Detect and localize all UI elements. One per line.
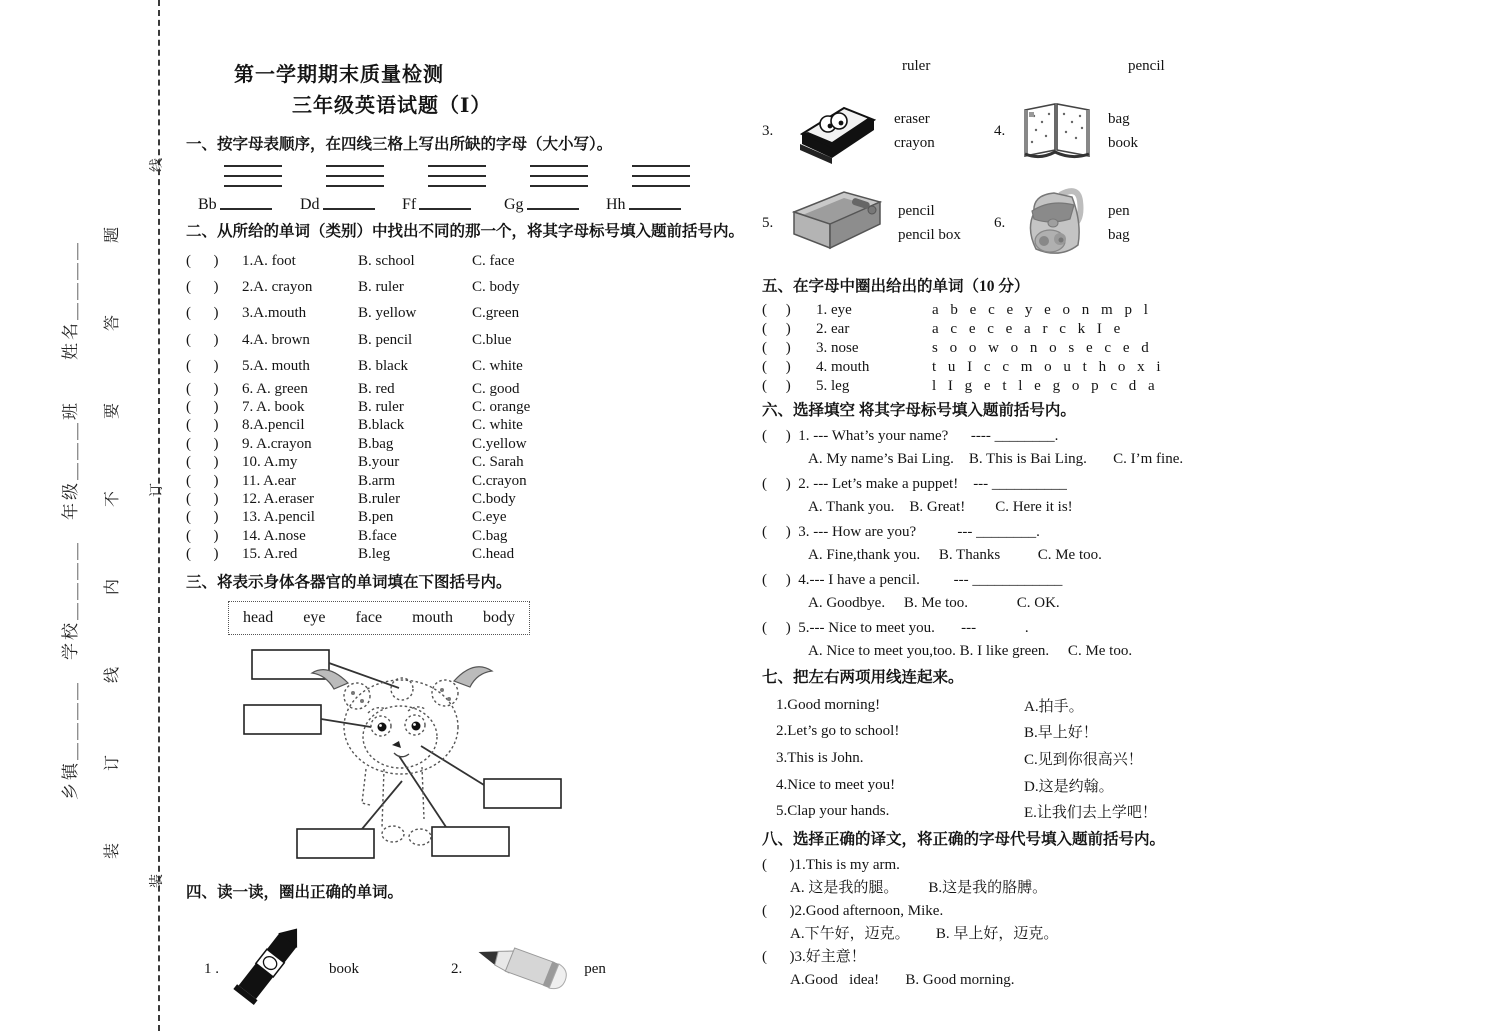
question-block — [762, 569, 1240, 615]
option-c: C.head — [472, 546, 515, 563]
question-block — [762, 617, 1240, 663]
item-number: 1 . — [204, 960, 219, 977]
question-row — [186, 417, 748, 435]
word-bank — [228, 601, 530, 635]
match-row — [776, 798, 1240, 825]
writing-grid — [402, 165, 499, 213]
option-a: 6. A. green — [242, 380, 308, 397]
answer-bracket: ( ) — [186, 305, 219, 322]
writing-grid — [606, 165, 703, 213]
option-a: 8.A.pencil — [242, 417, 305, 434]
letter-string: a c e c e a r c k I e — [932, 321, 1125, 337]
word-choice: pen — [1108, 203, 1130, 219]
options-text: A.下午好，迈克。 B. 早上好，迈克。 — [790, 925, 1059, 942]
section7-heading: 七、把左右两项用线连起来。 — [762, 669, 964, 686]
section2-heading: 二、从所给的单词（类别）中找出不同的那一个，将其字母标号填入题前括号内。 — [186, 223, 745, 240]
exam-title: 第一学期期末质量检测 — [234, 64, 444, 86]
answer-bracket: ( ) — [762, 321, 791, 337]
question-row — [186, 490, 748, 508]
option-c: C.body — [472, 490, 516, 507]
word-bank-item: head — [243, 608, 274, 626]
word-bank-item: face — [355, 608, 383, 626]
target-word: 1. eye — [816, 302, 852, 318]
match-right: D.这是约翰。 — [1024, 778, 1114, 795]
answer-bracket: ( ) — [186, 472, 219, 489]
match-left: 1.Good morning! — [776, 696, 881, 713]
pencil-box-image — [788, 186, 884, 261]
word-choice: crayon — [894, 135, 935, 151]
option-c: C.blue — [472, 331, 512, 348]
options-text: A. 这是我的腿。 B.这是我的胳膊。 — [790, 879, 1048, 896]
section4-item — [762, 183, 994, 264]
option-b: B.arm — [358, 472, 396, 489]
word-choice: bag — [1108, 227, 1130, 243]
option-a: 2.A. crayon — [242, 279, 313, 296]
option-b: B. school — [358, 252, 415, 269]
writing-grids — [198, 165, 748, 213]
match-left: 3.This is John. — [776, 749, 864, 766]
option-c: C.green — [472, 305, 520, 322]
question-text: ( )1.This is my arm. — [762, 856, 900, 873]
match-left: 2.Let’s go to school! — [776, 723, 900, 740]
option-b: B. yellow — [358, 305, 417, 322]
match-row — [776, 745, 1240, 772]
word-choice: pencil — [898, 203, 935, 219]
question-row — [186, 398, 748, 416]
option-a: 1.A. foot — [242, 252, 296, 269]
option-a: 13. A.pencil — [242, 509, 315, 526]
option-c: C.eye — [472, 509, 507, 526]
question-row — [186, 380, 748, 398]
section2-items — [186, 248, 748, 564]
options-text: A. Thank you. B. Great! C. Here it is! — [808, 499, 1073, 515]
binding-line-char: 线 — [150, 158, 165, 172]
section4-item — [994, 94, 1226, 169]
match-left: 5.Clap your hands. — [776, 803, 890, 820]
crayon-image — [227, 919, 307, 1020]
question-text: 4.--- I have a pencil. --- ____________ — [798, 572, 1063, 588]
match-row — [776, 772, 1240, 799]
option-c: C.crayon — [472, 472, 527, 489]
option-c: C. face — [472, 252, 515, 269]
option-c: C.bag — [472, 527, 508, 544]
option-a: 15. A.red — [242, 546, 298, 563]
question-text: ( )2.Good afternoon, Mike. — [762, 902, 944, 919]
item-number: 3. — [762, 123, 774, 139]
answer-bracket: ( ) — [186, 279, 219, 296]
option-c: C. body — [472, 279, 520, 296]
match-right: B.早上好！ — [1024, 725, 1098, 742]
section4-row-3-4 — [762, 94, 1240, 169]
answer-box — [297, 829, 374, 858]
grid-letter-label: Ff — [402, 196, 417, 213]
section4-item — [762, 94, 994, 169]
answer-bracket: ( ) — [186, 546, 219, 563]
binding-line-char: 装 — [150, 874, 165, 888]
answer-bracket: ( ) — [762, 340, 791, 356]
grid-letter-label: Bb — [198, 196, 217, 213]
word-choice: bag — [1108, 111, 1130, 127]
answer-bracket: ( ) — [186, 331, 219, 348]
option-b: B.black — [358, 417, 405, 434]
word-choice: eraser — [894, 111, 930, 127]
option-c: C. white — [472, 358, 523, 375]
four-line-grid — [530, 165, 588, 187]
section6-heading: 六、选择填空 将其字母标号填入题前括号内。 — [762, 402, 1076, 419]
answer-bracket: ( ) — [186, 454, 219, 471]
answer-bracket: ( ) — [762, 428, 791, 444]
option-a: 5.A. mouth — [242, 358, 310, 375]
target-word: 5. leg — [816, 378, 850, 394]
section5-heading: 五、在字母中圈出给出的单词（10 分） — [762, 278, 1030, 295]
question-row — [186, 509, 748, 527]
question-block — [762, 425, 1240, 471]
option-a: 12. A.eraser — [242, 490, 315, 507]
schoolbag-image — [1020, 183, 1094, 264]
student-info-fields: 乡镇＿＿＿＿ 学校＿＿＿＿ 年级＿＿＿班 姓名＿＿＿＿ — [61, 240, 80, 800]
option-a: 14. A.nose — [242, 527, 306, 544]
question-text: 1. --- What’s your name? ---- ________. — [798, 428, 1059, 444]
question-block — [762, 854, 1240, 900]
pencil-image — [472, 931, 570, 1008]
question-row — [186, 301, 748, 327]
option-b: B. ruler — [358, 399, 404, 416]
option-b: B.bag — [358, 435, 394, 452]
section4-items-left — [186, 919, 748, 1020]
match-right: A.拍手。 — [1024, 698, 1084, 715]
answer-bracket: ( ) — [762, 524, 791, 540]
letter-string: a b e c e y e o n m p l — [932, 302, 1152, 318]
answer-bracket: ( ) — [186, 509, 219, 526]
question-row — [186, 527, 748, 545]
question-row — [762, 301, 1240, 320]
question-block — [762, 521, 1240, 567]
eraser-image — [788, 94, 880, 169]
word-choice: book — [329, 960, 359, 977]
section4-item — [994, 183, 1226, 264]
answer-bracket: ( ) — [186, 490, 219, 507]
option-c: C.yellow — [472, 435, 527, 452]
option-a: 7. A. book — [242, 399, 305, 416]
word-choice: book — [1108, 135, 1138, 151]
word-choice: pencil — [1128, 58, 1165, 74]
question-text: 3. --- How are you? --- ________. — [798, 524, 1040, 540]
book-image — [1020, 98, 1094, 165]
question-row — [762, 358, 1240, 377]
options-text: A. My name’s Bai Ling. B. This is Bai Ling. C. I’m fine. — [808, 451, 1184, 467]
section8-items — [762, 854, 1240, 992]
letter-string: l I g e t l e g o p c d a — [932, 378, 1159, 394]
section4-heading: 四、读一读，圈出正确的单词。 — [186, 883, 404, 901]
question-row — [186, 327, 748, 353]
section1-heading: 一、按字母表顺序，在四线三格上写出所缺的字母（大小写）。 — [186, 136, 613, 153]
question-row — [186, 274, 748, 300]
option-a: 9. A.crayon — [242, 435, 312, 452]
options-text: A. Nice to meet you,too. B. I like green. C. Me too. — [808, 643, 1133, 659]
writing-grid — [504, 165, 601, 213]
grid-letter-label: Dd — [300, 196, 320, 213]
option-b: B.pen — [358, 509, 394, 526]
binding-line-char: 订 — [150, 483, 165, 497]
section3-heading: 三、将表示身体各器官的单词填在下图括号内。 — [186, 573, 512, 591]
question-row — [762, 377, 1240, 396]
option-c: C. orange — [472, 399, 531, 416]
word-bank-item: mouth — [412, 608, 453, 626]
option-b: B.your — [358, 454, 400, 471]
question-row — [762, 320, 1240, 339]
four-line-grid — [428, 165, 486, 187]
question-row — [762, 339, 1240, 358]
option-b: B. red — [358, 380, 395, 397]
question-row — [186, 472, 748, 490]
word-choice: pen — [584, 960, 606, 977]
item-number: 2. — [451, 960, 463, 977]
grid-letter-label: Hh — [606, 196, 626, 213]
exam-subtitle: 三年级英语试题（Ⅰ） — [292, 95, 492, 117]
option-c: C. Sarah — [472, 454, 524, 471]
item-number: 6. — [994, 215, 1006, 231]
answer-bracket: ( ) — [186, 252, 219, 269]
question-row — [186, 354, 748, 380]
option-c: C. white — [472, 417, 523, 434]
binding-notice: 装订线内不要答题 — [104, 155, 121, 860]
grid-blank-line — [527, 208, 579, 210]
target-word: 3. nose — [816, 340, 859, 356]
word-choice: pencil box — [898, 227, 961, 243]
answer-bracket: ( ) — [186, 417, 219, 434]
grid-blank-line — [323, 208, 375, 210]
answer-bracket: ( ) — [762, 378, 791, 394]
options-text: A.Good idea! B. Good morning. — [790, 971, 1015, 988]
four-line-grid — [326, 165, 384, 187]
option-b: B. ruler — [358, 279, 404, 296]
answer-bracket: ( ) — [762, 302, 791, 318]
word-bank-item: body — [483, 608, 515, 626]
option-b: B.face — [358, 527, 397, 544]
question-text: 5.--- Nice to meet you. --- . — [798, 620, 1029, 636]
grid-blank-line — [220, 208, 272, 210]
option-b: B. black — [358, 358, 408, 375]
four-line-grid — [632, 165, 690, 187]
question-row — [186, 454, 748, 472]
section4-row-5-6 — [762, 183, 1240, 264]
option-b: B. pencil — [358, 331, 413, 348]
section6-items — [762, 425, 1240, 663]
section8-heading: 八、选择正确的译文，将正确的字母代号填入题前括号内。 — [762, 830, 1166, 848]
answer-bracket: ( ) — [186, 380, 219, 397]
section4-carryover-words — [762, 58, 1240, 80]
option-a: 11. A.ear — [242, 472, 297, 489]
option-b: B.ruler — [358, 490, 401, 507]
answer-bracket: ( ) — [186, 435, 219, 452]
answer-bracket: ( ) — [762, 620, 791, 636]
option-b: B.leg — [358, 546, 391, 563]
options-text: A. Fine,thank you. B. Thanks C. Me too. — [808, 547, 1102, 563]
grid-blank-line — [629, 208, 681, 210]
writing-grid — [198, 165, 295, 213]
section7-pairs — [776, 692, 1240, 825]
item-number: 5. — [762, 215, 774, 231]
answer-bracket: ( ) — [762, 359, 791, 375]
four-line-grid — [224, 165, 282, 187]
answer-box — [244, 705, 321, 734]
answer-bracket: ( ) — [186, 399, 219, 416]
word-bank-item: eye — [303, 608, 326, 626]
question-block — [762, 946, 1240, 992]
letter-string: s o o w o n o s e c e d — [932, 340, 1153, 356]
item-number: 4. — [994, 123, 1006, 139]
option-a: 4.A. brown — [242, 331, 310, 348]
question-row — [186, 248, 748, 274]
options-text: A. Goodbye. B. Me too. C. OK. — [808, 595, 1060, 611]
option-a: 10. A.my — [242, 454, 298, 471]
answer-bracket: ( ) — [186, 527, 219, 544]
question-row — [186, 435, 748, 453]
writing-grid — [300, 165, 397, 213]
option-a: 3.A.mouth — [242, 305, 307, 322]
target-word: 4. mouth — [816, 359, 870, 375]
question-text: 2. --- Let’s make a puppet! --- __________ — [798, 476, 1067, 492]
match-left: 4.Nice to meet you! — [776, 776, 896, 793]
answer-bracket: ( ) — [762, 476, 791, 492]
letter-string: t u I c c m o u t h o x i — [932, 359, 1165, 375]
match-right: E.让我们去上学吧！ — [1024, 805, 1157, 822]
question-block — [762, 900, 1240, 946]
grid-blank-line — [419, 208, 471, 210]
section5-items — [762, 301, 1240, 396]
match-right: C.见到你很高兴！ — [1024, 751, 1143, 768]
word-choice: ruler — [902, 58, 931, 74]
question-row — [186, 545, 748, 563]
answer-box — [484, 779, 561, 808]
target-word: 2. ear — [816, 321, 850, 337]
question-block — [762, 473, 1240, 519]
match-row — [776, 719, 1240, 746]
option-c: C. good — [472, 380, 520, 397]
answer-bracket: ( ) — [762, 572, 791, 588]
body-parts-diagram — [216, 641, 748, 878]
grid-letter-label: Gg — [504, 196, 524, 213]
match-row — [776, 692, 1240, 719]
answer-box — [432, 827, 509, 856]
question-text: ( )3.好主意！ — [762, 948, 866, 965]
answer-bracket: ( ) — [186, 358, 219, 375]
